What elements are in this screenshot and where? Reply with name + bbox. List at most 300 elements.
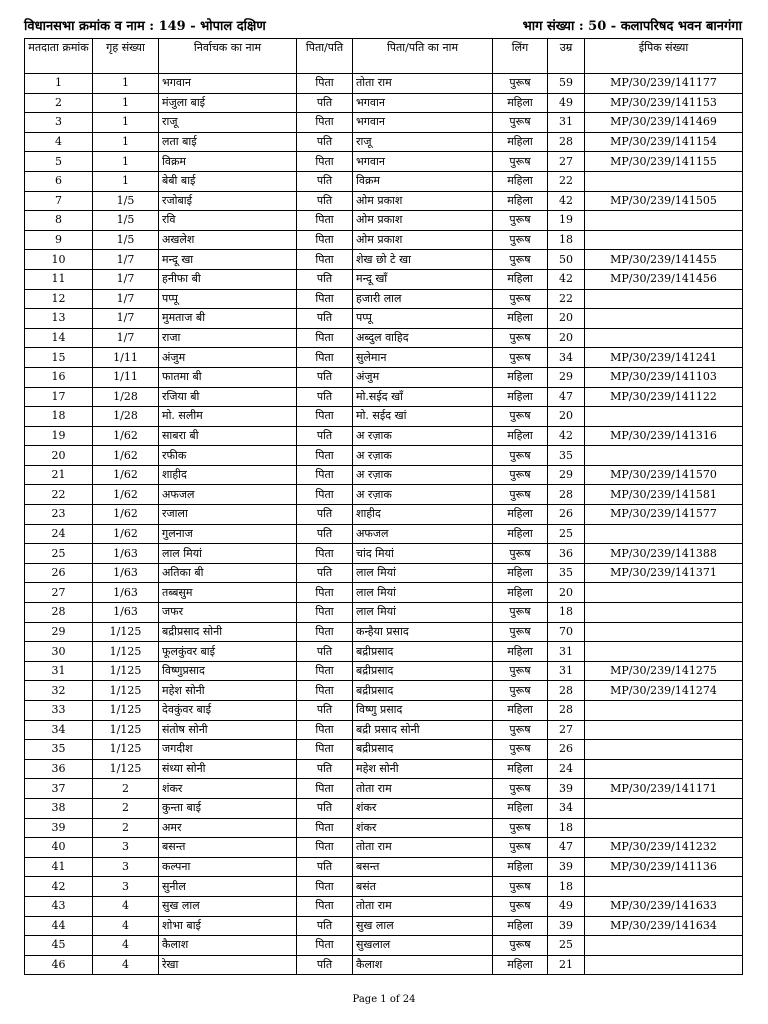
cell-house: 1 xyxy=(93,113,159,133)
cell-age: 18 xyxy=(548,818,585,838)
cell-relation: पिता xyxy=(297,622,353,642)
cell-name: तब्बसुम xyxy=(159,583,297,603)
cell-gender: महिला xyxy=(493,759,548,779)
cell-house: 1/62 xyxy=(93,505,159,525)
table-row xyxy=(25,955,743,975)
cell-parent-name: हजारी लाल xyxy=(353,289,493,309)
cell-serial: 36 xyxy=(25,759,93,779)
cell-epic: MP/30/239/141505 xyxy=(585,191,743,211)
cell-name: शोभा बाई xyxy=(159,916,297,936)
cell-epic: MP/30/239/141388 xyxy=(585,544,743,564)
cell-relation: पिता xyxy=(297,152,353,172)
cell-relation: पति xyxy=(297,701,353,721)
cell-serial: 21 xyxy=(25,465,93,485)
cell-name: मो. सलीम xyxy=(159,407,297,427)
cell-relation: पिता xyxy=(297,818,353,838)
cell-age: 22 xyxy=(548,171,585,191)
cell-relation: पति xyxy=(297,171,353,191)
cell-epic xyxy=(585,759,743,779)
cell-gender: पुरूष xyxy=(493,348,548,368)
cell-relation: पिता xyxy=(297,289,353,309)
cell-name: अफजल xyxy=(159,485,297,505)
cell-gender: पुरूष xyxy=(493,936,548,956)
cell-serial: 10 xyxy=(25,250,93,270)
cell-gender: महिला xyxy=(493,955,548,975)
cell-house: 2 xyxy=(93,798,159,818)
cell-epic: MP/30/239/141103 xyxy=(585,367,743,387)
cell-age: 35 xyxy=(548,563,585,583)
cell-parent-name: शंकर xyxy=(353,818,493,838)
cell-age: 22 xyxy=(548,289,585,309)
cell-name: संध्या सोनी xyxy=(159,759,297,779)
cell-gender: महिला xyxy=(493,642,548,662)
cell-house: 1/7 xyxy=(93,289,159,309)
cell-parent-name: भगवान xyxy=(353,152,493,172)
cell-age: 28 xyxy=(548,132,585,152)
cell-relation: पिता xyxy=(297,230,353,250)
cell-name: अखलेश xyxy=(159,230,297,250)
cell-serial: 11 xyxy=(25,269,93,289)
cell-parent-name: शाहीद xyxy=(353,505,493,525)
cell-serial: 23 xyxy=(25,505,93,525)
cell-relation: पति xyxy=(297,132,353,152)
cell-age: 20 xyxy=(548,309,585,329)
cell-gender: महिला xyxy=(493,426,548,446)
cell-epic xyxy=(585,701,743,721)
table-row xyxy=(25,759,743,779)
cell-age: 25 xyxy=(548,936,585,956)
cell-age: 18 xyxy=(548,603,585,623)
cell-gender: महिला xyxy=(493,524,548,544)
page-footer: Page 1 of 24 xyxy=(352,994,416,1005)
cell-age: 39 xyxy=(548,916,585,936)
cell-parent-name: विष्णु प्रसाद xyxy=(353,701,493,721)
cell-parent-name: बद्रीप्रसाद xyxy=(353,661,493,681)
cell-epic: MP/30/239/141274 xyxy=(585,681,743,701)
table-row xyxy=(25,622,743,642)
cell-gender: पुरूष xyxy=(493,720,548,740)
cell-relation: पिता xyxy=(297,877,353,897)
cell-parent-name: पप्पू xyxy=(353,309,493,329)
table-row xyxy=(25,446,743,466)
cell-serial: 3 xyxy=(25,113,93,133)
cell-serial: 26 xyxy=(25,563,93,583)
cell-relation: पति xyxy=(297,191,353,211)
cell-age: 26 xyxy=(548,505,585,525)
cell-relation: पिता xyxy=(297,681,353,701)
cell-serial: 22 xyxy=(25,485,93,505)
table-row xyxy=(25,465,743,485)
cell-gender: पुरूष xyxy=(493,622,548,642)
cell-relation: पिता xyxy=(297,936,353,956)
cell-house: 1/5 xyxy=(93,191,159,211)
cell-name: जफर xyxy=(159,603,297,623)
cell-house: 1 xyxy=(93,93,159,113)
cell-house: 1/5 xyxy=(93,230,159,250)
cell-name: संतोष सोनी xyxy=(159,720,297,740)
cell-relation: पिता xyxy=(297,896,353,916)
cell-name: लाल मियां xyxy=(159,544,297,564)
cell-epic xyxy=(585,622,743,642)
cell-serial: 19 xyxy=(25,426,93,446)
cell-gender: पुरूष xyxy=(493,446,548,466)
cell-relation: पिता xyxy=(297,348,353,368)
cell-name: राजू xyxy=(159,113,297,133)
cell-name: अमर xyxy=(159,818,297,838)
cell-gender: महिला xyxy=(493,387,548,407)
cell-house: 1/62 xyxy=(93,485,159,505)
cell-house: 1/125 xyxy=(93,661,159,681)
cell-epic: MP/30/239/141581 xyxy=(585,485,743,505)
cell-parent-name: अब्दुल वाहिद xyxy=(353,328,493,348)
cell-serial: 8 xyxy=(25,211,93,231)
cell-house: 1/7 xyxy=(93,309,159,329)
table-row xyxy=(25,603,743,623)
cell-relation: पिता xyxy=(297,407,353,427)
cell-relation: पति xyxy=(297,367,353,387)
cell-epic xyxy=(585,877,743,897)
cell-gender: महिला xyxy=(493,857,548,877)
page-header xyxy=(24,12,742,36)
cell-age: 31 xyxy=(548,113,585,133)
cell-age: 20 xyxy=(548,328,585,348)
table-row xyxy=(25,779,743,799)
cell-gender: महिला xyxy=(493,309,548,329)
cell-parent-name: तोता राम xyxy=(353,896,493,916)
table-row xyxy=(25,818,743,838)
cell-name: कल्पना xyxy=(159,857,297,877)
cell-age: 47 xyxy=(548,387,585,407)
cell-gender: महिला xyxy=(493,93,548,113)
cell-epic: MP/30/239/141232 xyxy=(585,838,743,858)
cell-parent-name: राजू xyxy=(353,132,493,152)
cell-age: 20 xyxy=(548,583,585,603)
cell-serial: 16 xyxy=(25,367,93,387)
cell-parent-name: अ रज़ाक xyxy=(353,426,493,446)
cell-relation: पति xyxy=(297,524,353,544)
cell-serial: 20 xyxy=(25,446,93,466)
cell-house: 1/63 xyxy=(93,544,159,564)
cell-name: फूलकुंवर बाई xyxy=(159,642,297,662)
cell-gender: पुरूष xyxy=(493,113,548,133)
cell-epic: MP/30/239/141136 xyxy=(585,857,743,877)
cell-house: 4 xyxy=(93,916,159,936)
cell-relation: पति xyxy=(297,642,353,662)
cell-serial: 27 xyxy=(25,583,93,603)
cell-epic xyxy=(585,603,743,623)
cell-house: 1/11 xyxy=(93,367,159,387)
table-row xyxy=(25,505,743,525)
cell-age: 27 xyxy=(548,152,585,172)
table-row xyxy=(25,583,743,603)
cell-parent-name: सुखलाल xyxy=(353,936,493,956)
cell-house: 2 xyxy=(93,818,159,838)
cell-house: 1/28 xyxy=(93,407,159,427)
cell-gender: महिला xyxy=(493,505,548,525)
cell-serial: 7 xyxy=(25,191,93,211)
cell-relation: पिता xyxy=(297,661,353,681)
cell-gender: पुरूष xyxy=(493,289,548,309)
cell-relation: पति xyxy=(297,955,353,975)
cell-serial: 2 xyxy=(25,93,93,113)
cell-gender: पुरूष xyxy=(493,485,548,505)
cell-gender: महिला xyxy=(493,701,548,721)
cell-name: फातमा बी xyxy=(159,367,297,387)
table-row xyxy=(25,857,743,877)
cell-epic: MP/30/239/141456 xyxy=(585,269,743,289)
cell-parent-name: तोता राम xyxy=(353,779,493,799)
cell-serial: 29 xyxy=(25,622,93,642)
cell-epic: MP/30/239/141633 xyxy=(585,896,743,916)
cell-gender: पुरूष xyxy=(493,544,548,564)
cell-epic xyxy=(585,720,743,740)
cell-name: देवकुंवर बाई xyxy=(159,701,297,721)
cell-parent-name: बसंत xyxy=(353,877,493,897)
table-row xyxy=(25,132,743,152)
cell-serial: 24 xyxy=(25,524,93,544)
table-row xyxy=(25,74,743,94)
cell-gender: पुरूष xyxy=(493,211,548,231)
cell-serial: 5 xyxy=(25,152,93,172)
cell-house: 3 xyxy=(93,877,159,897)
cell-age: 18 xyxy=(548,877,585,897)
cell-parent-name: लाल मियां xyxy=(353,563,493,583)
table-row xyxy=(25,701,743,721)
cell-name: शंकर xyxy=(159,779,297,799)
cell-house: 1/7 xyxy=(93,269,159,289)
cell-serial: 33 xyxy=(25,701,93,721)
cell-house: 4 xyxy=(93,955,159,975)
cell-relation: पति xyxy=(297,916,353,936)
cell-parent-name: मन्दू खाँ xyxy=(353,269,493,289)
cell-epic: MP/30/239/141577 xyxy=(585,505,743,525)
cell-relation: पिता xyxy=(297,113,353,133)
table-row xyxy=(25,563,743,583)
cell-gender: महिला xyxy=(493,191,548,211)
cell-name: बसन्त xyxy=(159,838,297,858)
cell-name: विष्णुप्रसाद xyxy=(159,661,297,681)
cell-parent-name: अ रज़ाक xyxy=(353,485,493,505)
cell-serial: 9 xyxy=(25,230,93,250)
cell-house: 1/5 xyxy=(93,211,159,231)
cell-parent-name: तोता राम xyxy=(353,838,493,858)
cell-parent-name: तोता राम xyxy=(353,74,493,94)
cell-house: 4 xyxy=(93,936,159,956)
cell-epic xyxy=(585,309,743,329)
cell-parent-name: महेश सोनी xyxy=(353,759,493,779)
cell-serial: 43 xyxy=(25,896,93,916)
cell-name: कैलाश xyxy=(159,936,297,956)
cell-parent-name: बद्रीप्रसाद xyxy=(353,642,493,662)
cell-age: 28 xyxy=(548,485,585,505)
table-row xyxy=(25,485,743,505)
table-row xyxy=(25,740,743,760)
cell-serial: 40 xyxy=(25,838,93,858)
cell-parent-name: सुलेमान xyxy=(353,348,493,368)
cell-relation: पिता xyxy=(297,603,353,623)
cell-age: 29 xyxy=(548,465,585,485)
cell-name: मन्दू खा xyxy=(159,250,297,270)
cell-name: रेखा xyxy=(159,955,297,975)
cell-age: 31 xyxy=(548,642,585,662)
table-row xyxy=(25,681,743,701)
cell-parent-name: भगवान xyxy=(353,93,493,113)
cell-age: 59 xyxy=(548,74,585,94)
col-header-serial: मतदाता क्रमांक xyxy=(25,39,93,74)
cell-relation: पिता xyxy=(297,465,353,485)
cell-house: 1/63 xyxy=(93,563,159,583)
cell-house: 1 xyxy=(93,132,159,152)
cell-serial: 41 xyxy=(25,857,93,877)
cell-age: 39 xyxy=(548,779,585,799)
cell-relation: पति xyxy=(297,93,353,113)
cell-epic xyxy=(585,230,743,250)
cell-serial: 30 xyxy=(25,642,93,662)
cell-gender: पुरूष xyxy=(493,896,548,916)
table-header-row xyxy=(25,39,743,74)
cell-serial: 38 xyxy=(25,798,93,818)
cell-name: बद्रीप्रसाद सोनी xyxy=(159,622,297,642)
cell-parent-name: बद्रीप्रसाद xyxy=(353,740,493,760)
cell-relation: पिता xyxy=(297,740,353,760)
cell-relation: पति xyxy=(297,759,353,779)
cell-house: 3 xyxy=(93,857,159,877)
cell-age: 42 xyxy=(548,191,585,211)
cell-house: 1/125 xyxy=(93,701,159,721)
cell-age: 34 xyxy=(548,798,585,818)
table-row xyxy=(25,877,743,897)
cell-epic xyxy=(585,798,743,818)
cell-epic xyxy=(585,328,743,348)
cell-name: विक्रम xyxy=(159,152,297,172)
cell-house: 1/7 xyxy=(93,250,159,270)
cell-parent-name: ओम प्रकाश xyxy=(353,191,493,211)
cell-house: 1/125 xyxy=(93,740,159,760)
cell-house: 1/63 xyxy=(93,603,159,623)
cell-name: राजा xyxy=(159,328,297,348)
cell-age: 47 xyxy=(548,838,585,858)
cell-parent-name: बद्री प्रसाद सोनी xyxy=(353,720,493,740)
cell-serial: 46 xyxy=(25,955,93,975)
cell-age: 42 xyxy=(548,269,585,289)
cell-serial: 31 xyxy=(25,661,93,681)
cell-gender: महिला xyxy=(493,583,548,603)
cell-name: हनीफा बी xyxy=(159,269,297,289)
cell-house: 1 xyxy=(93,74,159,94)
table-row xyxy=(25,936,743,956)
cell-age: 28 xyxy=(548,701,585,721)
cell-name: लता बाई xyxy=(159,132,297,152)
cell-name: रवि xyxy=(159,211,297,231)
cell-house: 1/62 xyxy=(93,426,159,446)
table-row xyxy=(25,93,743,113)
cell-serial: 18 xyxy=(25,407,93,427)
col-header-parent-name: पिता/पति का नाम xyxy=(353,39,493,74)
cell-epic xyxy=(585,583,743,603)
cell-parent-name: विक्रम xyxy=(353,171,493,191)
cell-parent-name: बद्रीप्रसाद xyxy=(353,681,493,701)
cell-parent-name: सुख लाल xyxy=(353,916,493,936)
cell-parent-name: अफजल xyxy=(353,524,493,544)
cell-name: अतिका बी xyxy=(159,563,297,583)
cell-age: 49 xyxy=(548,93,585,113)
cell-gender: पुरूष xyxy=(493,603,548,623)
cell-relation: पिता xyxy=(297,446,353,466)
cell-gender: महिला xyxy=(493,563,548,583)
cell-gender: महिला xyxy=(493,269,548,289)
cell-house: 1/125 xyxy=(93,681,159,701)
cell-name: रजोबाई xyxy=(159,191,297,211)
table-row xyxy=(25,348,743,368)
table-row xyxy=(25,720,743,740)
cell-gender: पुरूष xyxy=(493,230,548,250)
cell-name: रफीक xyxy=(159,446,297,466)
cell-parent-name: चांद मियां xyxy=(353,544,493,564)
cell-epic xyxy=(585,407,743,427)
part-title: भाग संख्या : 50 - कलापरिषद भवन बानगंगा xyxy=(522,19,742,34)
table-row xyxy=(25,211,743,231)
cell-epic: MP/30/239/141469 xyxy=(585,113,743,133)
cell-house: 1/125 xyxy=(93,720,159,740)
cell-age: 70 xyxy=(548,622,585,642)
cell-serial: 32 xyxy=(25,681,93,701)
cell-house: 2 xyxy=(93,779,159,799)
table-row xyxy=(25,171,743,191)
cell-parent-name: मो.सईद खाँ xyxy=(353,387,493,407)
table-row xyxy=(25,289,743,309)
cell-serial: 42 xyxy=(25,877,93,897)
cell-epic: MP/30/239/141154 xyxy=(585,132,743,152)
cell-epic: MP/30/239/141122 xyxy=(585,387,743,407)
cell-parent-name: कन्हैया प्रसाद xyxy=(353,622,493,642)
table-row xyxy=(25,524,743,544)
cell-gender: पुरूष xyxy=(493,740,548,760)
cell-parent-name: मो. सईद खां xyxy=(353,407,493,427)
cell-epic xyxy=(585,936,743,956)
cell-age: 20 xyxy=(548,407,585,427)
cell-gender: पुरूष xyxy=(493,818,548,838)
cell-parent-name: अंजुम xyxy=(353,367,493,387)
cell-gender: पुरूष xyxy=(493,838,548,858)
table-row xyxy=(25,269,743,289)
cell-age: 29 xyxy=(548,367,585,387)
table-row xyxy=(25,798,743,818)
table-row xyxy=(25,387,743,407)
cell-serial: 37 xyxy=(25,779,93,799)
cell-age: 27 xyxy=(548,720,585,740)
cell-parent-name: कैलाश xyxy=(353,955,493,975)
cell-epic: MP/30/239/141241 xyxy=(585,348,743,368)
cell-house: 1/125 xyxy=(93,759,159,779)
col-header-relation: पिता/पति xyxy=(297,39,353,74)
cell-relation: पिता xyxy=(297,838,353,858)
cell-house: 1/7 xyxy=(93,328,159,348)
cell-parent-name: भगवान xyxy=(353,113,493,133)
cell-house: 1 xyxy=(93,152,159,172)
cell-age: 39 xyxy=(548,857,585,877)
cell-relation: पिता xyxy=(297,720,353,740)
cell-age: 19 xyxy=(548,211,585,231)
cell-house: 1/63 xyxy=(93,583,159,603)
cell-serial: 17 xyxy=(25,387,93,407)
cell-relation: पिता xyxy=(297,250,353,270)
cell-parent-name: शंकर xyxy=(353,798,493,818)
cell-serial: 14 xyxy=(25,328,93,348)
cell-epic xyxy=(585,955,743,975)
cell-name: सुनील xyxy=(159,877,297,897)
table-row xyxy=(25,661,743,681)
cell-age: 42 xyxy=(548,426,585,446)
